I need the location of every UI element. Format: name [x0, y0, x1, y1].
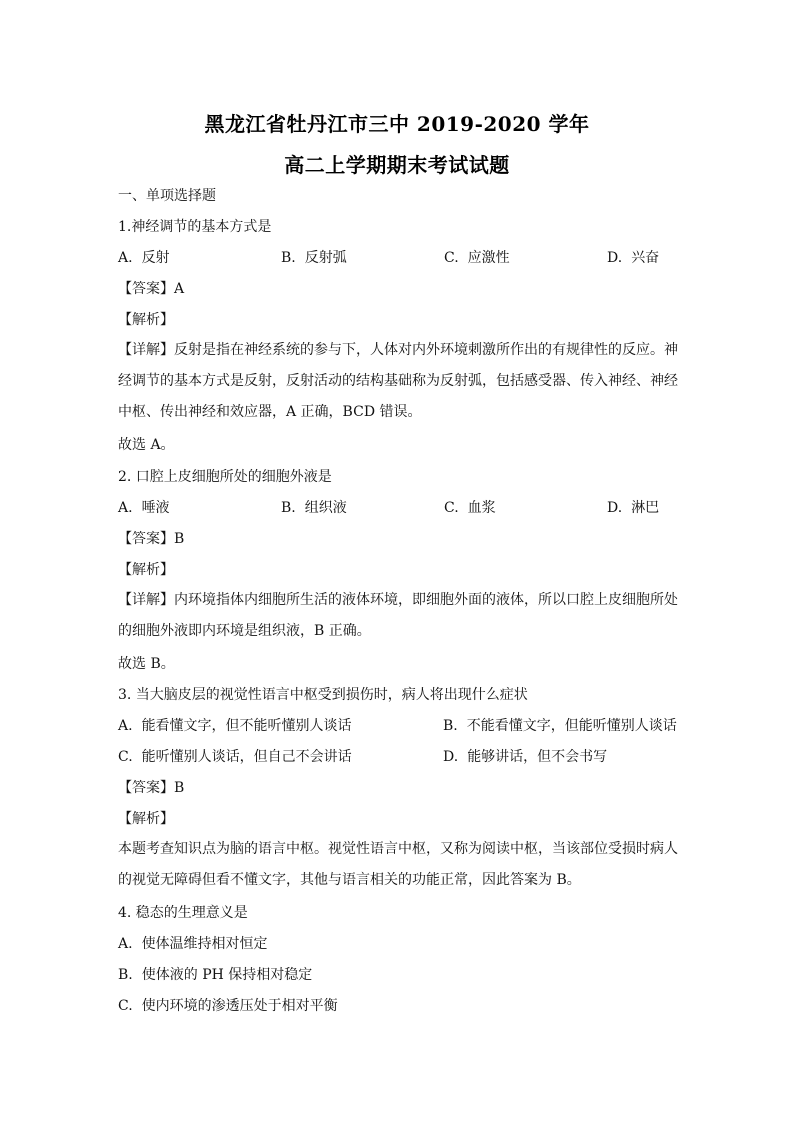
- q4-option-b: B. 使体液的 PH 保持相对稳定: [118, 967, 313, 983]
- q3-option-a: A. 能看懂文字，但不能听懂别人谈话: [118, 718, 352, 734]
- q1-option-a: A. 反射: [118, 250, 170, 266]
- q2-analysis-label: 【解析】: [118, 562, 174, 578]
- q1-stem: 1.神经调节的基本方式是: [118, 219, 272, 235]
- q1-option-b: B. 反射弧: [281, 250, 347, 266]
- q1-detail: 【详解】反射是指在神经系统的参与下，人体对内外环境刺激所作出的有规律性的反应。神经调节的基本方式是反射，反射活动的结构基础称为反射弧，包括感受器、传入神经、神经中枢、传出神经和效应器，A 正确，BCD 错误。: [118, 342, 678, 420]
- q3-detail: 本题考查知识点为脑的语言中枢。视觉性语言中枢，又称为阅读中枢，当该部位受损时病人的视觉无障碍但看不懂文字，其他与语言相关的功能正常，因此答案为 B。: [118, 841, 678, 888]
- q2-option-a: A. 唾液: [118, 500, 170, 516]
- document-title-line1: 黑龙江省牡丹江市三中 2019-2020 学年: [204, 112, 590, 136]
- q2-conclusion: 故选 B。: [118, 656, 175, 672]
- q3-option-c: C. 能听懂别人谈话，但自己不会讲话: [118, 749, 352, 765]
- q4-option-a: A. 使体温维持相对恒定: [118, 936, 268, 952]
- q2-stem: 2. 口腔上皮细胞所处的细胞外液是: [118, 469, 332, 485]
- q1-answer: 【答案】A: [118, 281, 185, 297]
- q3-answer: 【答案】B: [118, 780, 185, 796]
- q4-stem: 4. 稳态的生理意义是: [118, 905, 248, 921]
- q1-analysis-label: 【解析】: [118, 312, 174, 328]
- q2-option-d: D. 淋巴: [607, 500, 660, 516]
- q3-option-d: D. 能够讲话，但不会书写: [443, 749, 608, 765]
- q1-conclusion: 故选 A。: [118, 437, 175, 453]
- q3-analysis-label: 【解析】: [118, 811, 174, 827]
- q2-answer: 【答案】B: [118, 531, 185, 547]
- document-title-line2: 高二上学期期末考试试题: [284, 153, 510, 177]
- q4-option-c: C. 使内环境的渗透压处于相对平衡: [118, 998, 338, 1014]
- q2-detail: 【详解】内环境指体内细胞所生活的液体环境，即细胞外面的液体，所以口腔上皮细胞所处的细胞外液即内环境是组织液，B 正确。: [118, 592, 678, 639]
- q1-option-c: C. 应激性: [444, 250, 510, 266]
- section-heading: 一、单项选择题: [118, 188, 216, 204]
- q2-option-b: B. 组织液: [281, 500, 347, 516]
- q3-stem: 3. 当大脑皮层的视觉性语言中枢受到损伤时，病人将出现什么症状: [118, 687, 528, 703]
- q1-option-d: D. 兴奋: [607, 250, 660, 266]
- q2-option-c: C. 血浆: [444, 500, 496, 516]
- q3-option-b: B. 不能看懂文字，但能听懂别人谈话: [443, 718, 677, 734]
